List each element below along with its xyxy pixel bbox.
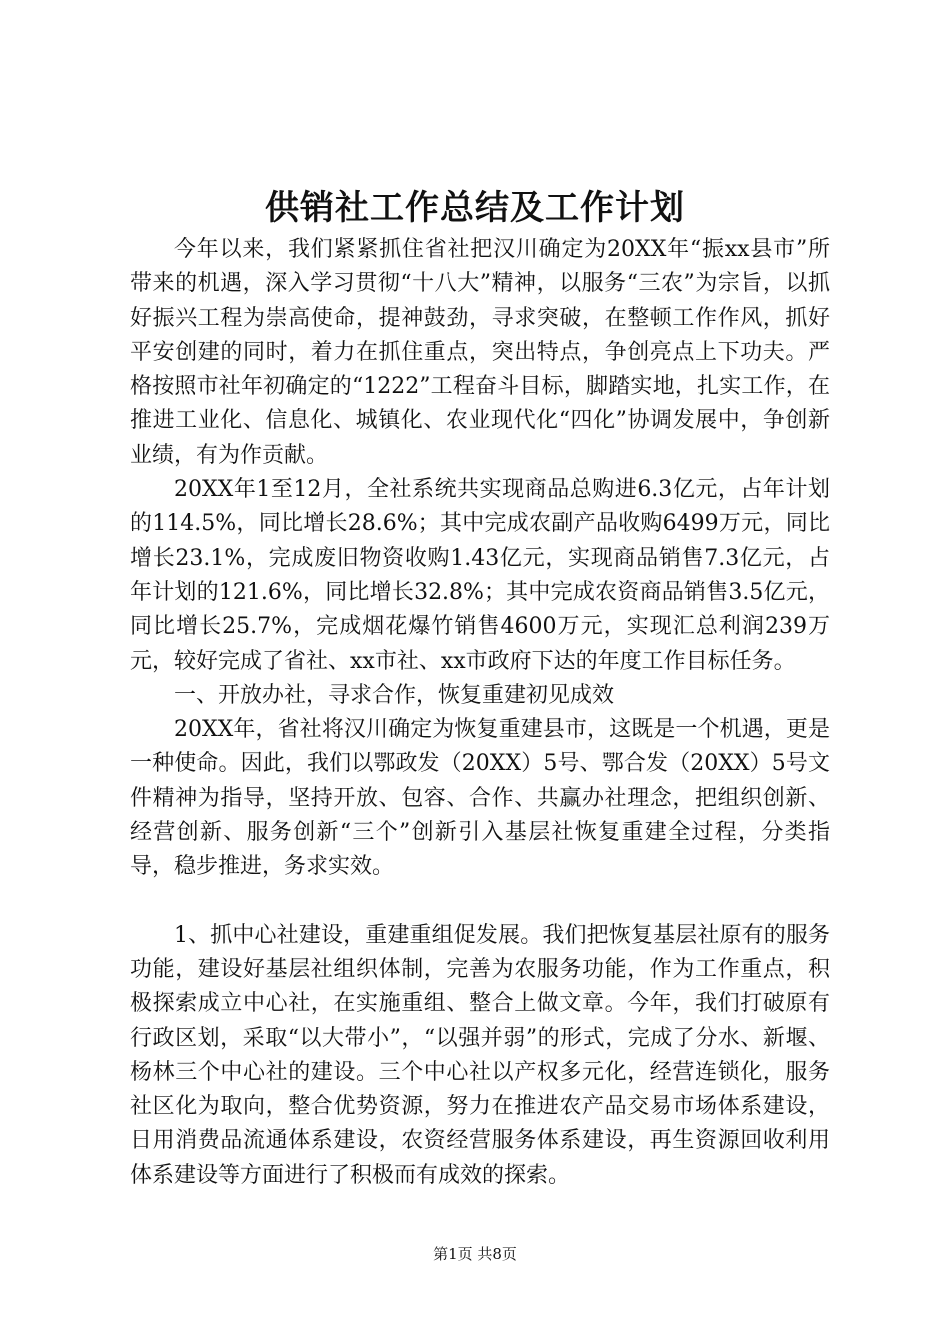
document-body xyxy=(130,233,830,1193)
page-footer: 第1页 共8页 xyxy=(433,1245,517,1263)
paragraph-intro: 今年以来，我们紧紧抓住省社把汉川确定为20XX年“振xx县市”所带来的机遇，深入学习贯彻“十八大”精神，以服务“三农”为宗旨，以抓好振兴工程为崇高使命，提神鼓劲，寻求突破，在整顿工作作风，抓好平安创建的同时，着力在抓住重点，突出特点，争创亮点上下功夫。严格按照市社年初确定的“1222”工程奋斗目标，脚踏实地，扎实工作，在推进工业化、信息化、城镇化、农业现代化“四化”协调发展中，争创新业绩，有为作贡献。 xyxy=(130,237,830,468)
paragraph-statistics: 20XX年1至12月，全社系统共实现商品总购进6.3亿元，占年计划的114.5%，同比增长28.6%；其中完成农副产品收购6499万元，同比增长23.1%，完成废旧物资收购1.43亿元，实现商品销售7.3亿元，占年计划的121.6%，同比增长32.8%；其中完成农资商品销售3.5亿元，同比增长25.7%，完成烟花爆竹销售4600万元，实现汇总利润239万元，较好完成了省社、xx市社、xx市政府下达的年度工作目标任务。 xyxy=(130,477,830,674)
section-heading-1: 一、开放办社，寻求合作，恢复重建初见成效 xyxy=(174,682,615,708)
document-title: 供销社工作总结及工作计划 xyxy=(265,188,685,228)
paragraph-reconstruction: 20XX年，省社将汉川确定为恢复重建县市，这既是一个机遇，更是一种使命。因此，我们以鄂政发（20XX）5号、鄂合发（20XX）5号文件精神为指导，坚持开放、包容、合作、共赢办社理念，把组织创新、经营创新、服务创新“三个”创新引入基层社恢复重建全过程，分类指导，稳步推进，务求实效。 xyxy=(130,717,830,880)
paragraph-center-cooperative: 1、抓中心社建设，重建重组促发展。我们把恢复基层社原有的服务功能，建设好基层社组织体制，完善为农服务功能，作为工作重点，积极探索成立中心社，在实施重组、整合上做文章。今年，我们打破原有行政区划，采取“以大带小”，“以强并弱”的形式，完成了分水、新堰、杨林三个中心社的建设。三个中心社以产权多元化，经营连锁化，服务社区化为取向，整合优势资源，努力在推进农产品交易市场体系建设，日用消费品流通体系建设，农资经营服务体系建设，再生资源回收利用体系建设等方面进行了积极而有成效的探索。 xyxy=(130,922,830,1188)
